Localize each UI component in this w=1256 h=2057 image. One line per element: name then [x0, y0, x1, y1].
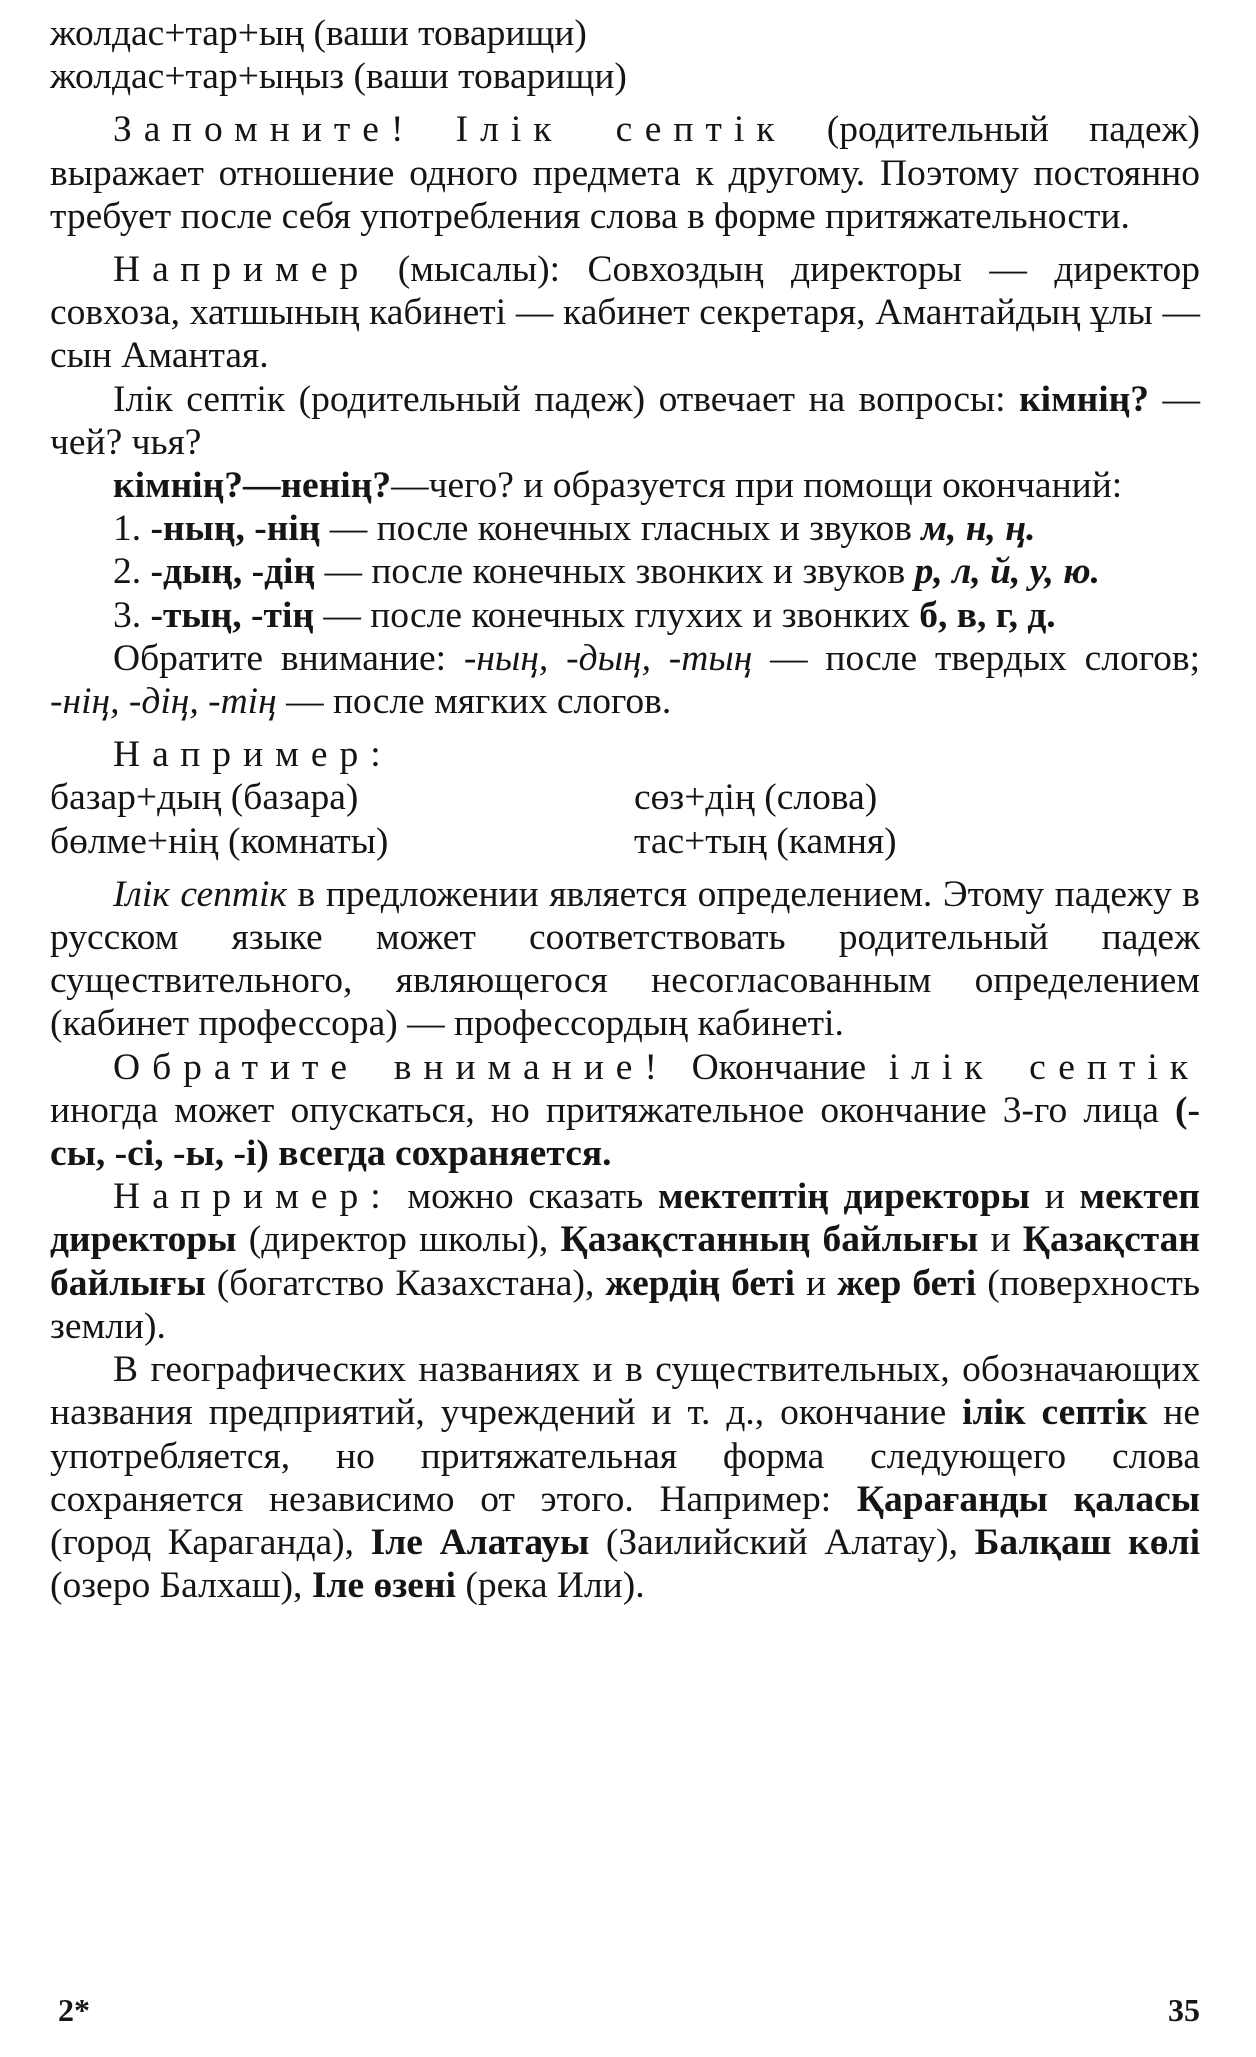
example-phrase: Іле Алатауы: [370, 1521, 590, 1563]
example-left: базар+дың (базара): [50, 777, 359, 819]
paragraph-example-2: [50, 1175, 1200, 1348]
question-word: кімнің?—ненің?: [113, 465, 392, 507]
rule-number: 1.: [113, 508, 151, 550]
paragraph-definition: [50, 873, 1200, 1046]
example-phrase: Іле өзені: [311, 1565, 456, 1607]
bold-phrase: (-сы, -сі, -ы, -і) всегда сохраняется.: [50, 1089, 1200, 1175]
remember-lead: Запомните!: [113, 109, 416, 151]
example-phrase: жердің беті: [605, 1262, 795, 1304]
paragraph-text: Ілік септік (родительный падеж) отвечает на вопросы:: [113, 378, 1020, 420]
paragraph-text: (Заилийский Алатау),: [589, 1521, 975, 1563]
example-lead: Например: [113, 249, 371, 291]
rule-ending: -дың, -дің: [150, 551, 316, 593]
hard-endings: -ның, -дың, -тың: [463, 637, 753, 679]
example-row: [50, 776, 1200, 819]
paragraph-text: Окончание: [668, 1046, 889, 1088]
paragraph-text: (город Караганда),: [50, 1521, 371, 1563]
example-phrase: Қарағанды қаласы: [856, 1478, 1201, 1520]
rule-text: — после конечных гласных и звуков: [320, 508, 922, 550]
term-ilik-septik: Ілік септік: [455, 109, 787, 151]
rule-ending: -тың, -тің: [150, 594, 314, 636]
paragraph-text: в предложении является определением. Этому падежу в русском языке может соответствовать родительный падеж существительного, являющегося несогласованным определением (кабинет профессора) — профессордың кабинеті.: [50, 873, 1200, 1045]
attention-lead: Обратите внимание!: [113, 1046, 669, 1088]
paragraph-text: (озеро Балхаш),: [50, 1565, 312, 1607]
rule-sounds: р, л, й, у, ю.: [914, 551, 1101, 593]
rule-text: — после конечных глухих и звонких: [313, 594, 920, 636]
paragraph-geography: [50, 1348, 1200, 1607]
example-phrase: мектеп директоры: [50, 1176, 1200, 1261]
paragraph-questions: [50, 378, 1200, 464]
rule-item: [50, 594, 1200, 637]
rule-number: 3.: [113, 594, 151, 636]
question-word: кімнің?: [1019, 378, 1150, 420]
term-ilik-septik: ілік септік: [962, 1392, 1148, 1434]
rule-ending: -ның, -нің: [150, 508, 321, 550]
example-left: бөлме+нің (комнаты): [50, 820, 389, 862]
example-title: Например:: [113, 734, 393, 776]
example-phrase: мектептің директоры: [657, 1176, 1031, 1218]
paragraph-text: не употребляется, но притяжательная форма следующего слова сохраняется независимо от этого. Например:: [50, 1392, 1200, 1520]
example-phrase: Қазақстанның байлығы: [560, 1219, 979, 1261]
paragraph-text: Обратите внимание:: [113, 637, 464, 679]
paragraph-text: и: [978, 1219, 1023, 1261]
page-footer: [58, 1992, 1200, 2029]
paragraph-text: — после твердых слогов;: [752, 637, 1201, 679]
soft-endings: -нің, -дің, -тің: [50, 681, 277, 723]
page-text: [50, 12, 1200, 1607]
paragraph-attention: [50, 1046, 1200, 1176]
paragraph-text: (богатство Казахстана),: [205, 1262, 606, 1304]
paragraph-text: и: [794, 1262, 838, 1304]
paragraph-text: (директор школы),: [236, 1219, 561, 1261]
paragraph-text: — чей? чья?: [50, 378, 1200, 463]
rule-sounds: м, н, ң.: [921, 508, 1036, 550]
example-phrase: Қазақстан байлығы: [50, 1219, 1200, 1304]
paragraph-text: —чего? и образуется при помощи окончаний:: [391, 465, 1123, 507]
term-ilik-septik: Ілік септік: [113, 873, 287, 915]
paragraph-text: В географических названиях и в существительных, обозначающих названия предприятий, учреждений и т. д., окончание: [50, 1349, 1200, 1434]
paragraph-example-1: [50, 248, 1200, 378]
example-lead: Например:: [113, 1176, 393, 1218]
paragraph-text: и: [1030, 1176, 1080, 1218]
paragraph-remember: [50, 108, 1200, 238]
paragraph-text: можно сказать: [392, 1176, 658, 1218]
rule-sounds: б, в, г, д.: [919, 594, 1056, 636]
paragraph-text: (родительный падеж) выражает отношение одного предмета к другому. Поэтому постоянно требует после себя употребления слова в форме притяжательности.: [50, 109, 1200, 237]
paragraph-text: иногда может опускаться, но притяжательное окончание 3-го лица: [50, 1089, 1176, 1131]
example-row: [50, 820, 1200, 863]
term-ilik-septik: ілік септік: [888, 1046, 1200, 1088]
example-phrase: жер беті: [837, 1262, 977, 1304]
paragraph-text: (мысалы): Совхоздың директоры — директор совхоза, хатшының кабинеті — кабинет секретаря, Амантайдың ұлы — сын Амантая.: [50, 249, 1200, 377]
example-phrase: Балқаш көлі: [974, 1521, 1200, 1563]
example-right: сөз+дің (слова): [634, 777, 878, 819]
signature-mark: 2*: [58, 1992, 90, 2028]
example-line-1: жолдас+тар+ың (ваши товарищи): [50, 13, 587, 54]
paragraph-text: — после мягких слогов.: [276, 681, 672, 723]
paragraph-note: [50, 637, 1200, 723]
example-right: тас+тың (камня): [634, 820, 897, 862]
paragraph-text: (поверхность земли).: [50, 1262, 1201, 1347]
paragraph-endings-intro: [50, 464, 1200, 507]
rule-item: [50, 507, 1200, 550]
paragraph-text: (река Или).: [455, 1565, 645, 1607]
rule-item: [50, 550, 1200, 593]
rule-number: 2.: [113, 551, 151, 593]
example-line-2: жолдас+тар+ыңыз (ваши товарищи): [50, 56, 627, 98]
page-number: 35: [1168, 1992, 1200, 2028]
rule-text: — после конечных звонких и звуков: [315, 551, 915, 593]
